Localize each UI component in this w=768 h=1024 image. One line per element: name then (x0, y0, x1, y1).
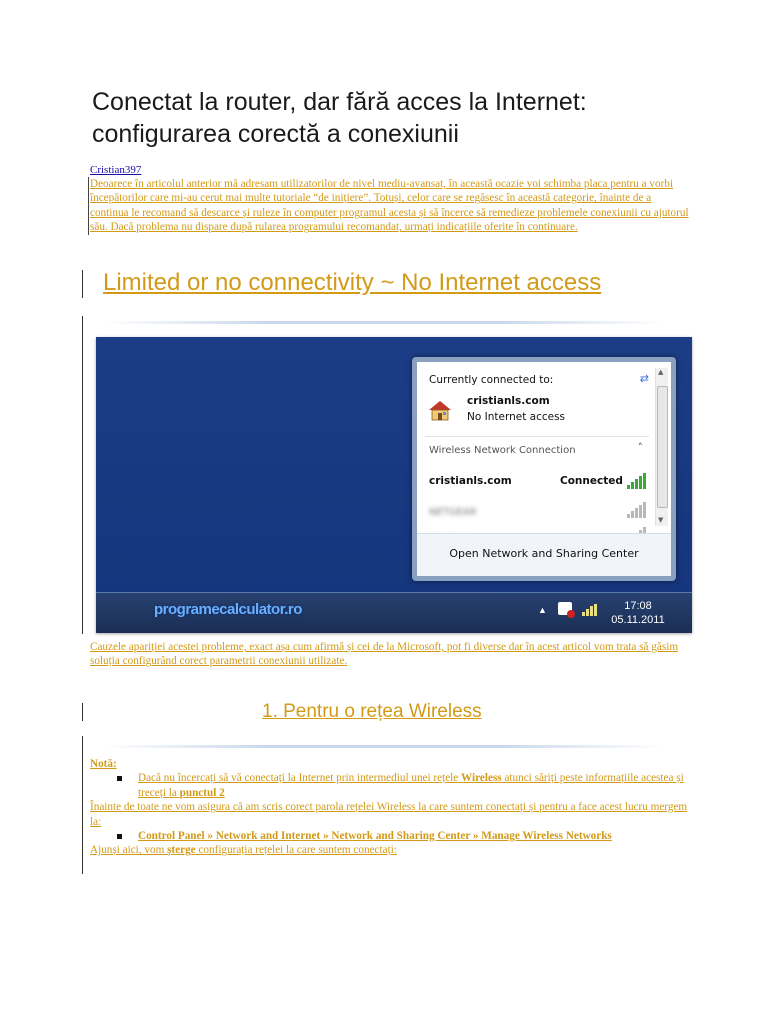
action-center-flag-icon[interactable] (558, 602, 572, 615)
signal-strength-icon (627, 473, 647, 489)
network-screenshot (96, 337, 692, 633)
current-network-name: cristianls.com (467, 395, 550, 407)
taskbar (96, 592, 692, 633)
causes-paragraph[interactable]: Cauzele apariției acestei probleme, exact așa cum afirmă și cei de la Microsoft, pot fi diverse dar în acest articol vom trata să găsim soluția configurând corect parametrii conexiunii utilizate. (90, 641, 679, 668)
heading-marker (82, 270, 83, 298)
open-network-sharing-center-link[interactable]: Open Network and Sharing Center (449, 547, 639, 560)
clock-time: 17:08 (624, 600, 652, 612)
article-title: Conectat la router, dar fără acces la Internet: configurarea corectă a conexiunii (92, 88, 587, 148)
section-heading[interactable]: 1. Pentru o rețea Wireless (262, 701, 482, 722)
house-network-icon (427, 398, 453, 422)
network-row-name[interactable]: cristianls.com (429, 475, 512, 487)
note-paragraph[interactable]: Înainte de toate ne vom asigura că am scris corect parola rețelei Wireless la care suntem conectați și pentru a face acest lucru mergem la: (90, 801, 688, 828)
nav-path-bullet[interactable]: Control Panel » Network and Internet » Network and Sharing Center » Manage Wireless Networks (90, 829, 700, 843)
note-bullet[interactable]: Dacă nu încercați să vă conectați la Internet prin intermediul unei rețele Wireless atunci săriți peste informațiile acestea și treceți la punctul 2 (90, 771, 700, 800)
currently-connected-label: Currently connected to: (429, 374, 554, 386)
separator (100, 321, 666, 324)
wireless-section-label: Wireless Network Connection (429, 445, 576, 456)
network-row-name[interactable]: NETGEAR (429, 507, 477, 518)
notes-marker (82, 736, 83, 874)
separator (100, 745, 666, 748)
main-heading[interactable]: Limited or no connectivity ~ No Internet access (103, 269, 602, 296)
signal-strength-icon (627, 502, 647, 518)
network-row-status: Connected (560, 475, 623, 487)
refresh-icon[interactable]: ⇄ (639, 372, 649, 385)
heading-marker (82, 703, 83, 721)
taskbar-clock[interactable] (608, 599, 668, 627)
popup-scrollbar[interactable]: ▲ ▼ (655, 368, 668, 526)
watermark-logo: programecalculator.ro (154, 601, 302, 618)
tray-signal-icon[interactable] (582, 604, 598, 616)
network-popup (412, 357, 676, 581)
tray-expand-icon[interactable]: ▲ (538, 605, 547, 615)
intro-paragraph[interactable]: Deoarece în articolul anterior mă adresam utilizatorilor de nivel mediu-avansat, în această ocazie voi schimba placa pentru a vorbi începătorilor care mi-au cerut mai multe tutoriale “de inițiere”. Totuși, celor care se regăsesc în această categorie, înainte de a continua le recomand să descarce și ruleze în computer programul acesta și să încerce să remedieze problemele conexiunii cu ajutorul său. Dacă problema nu dispare după rularea programului recomandat, urmați indicațiile oferite în continuare. (90, 178, 689, 234)
author-link[interactable]: Cristian397 (90, 164, 142, 176)
image-marker (82, 316, 83, 634)
notes-block (90, 757, 700, 858)
intro-block (90, 164, 690, 235)
final-paragraph[interactable]: Ajunși aici, vom șterge configurația rețelei la care suntem conectați: (90, 844, 397, 857)
clock-date: 05.11.2011 (611, 614, 665, 626)
current-network-status: No Internet access (467, 411, 566, 423)
collapse-caret-icon[interactable]: ˄ (637, 441, 643, 454)
note-label: Notă: (90, 758, 117, 770)
